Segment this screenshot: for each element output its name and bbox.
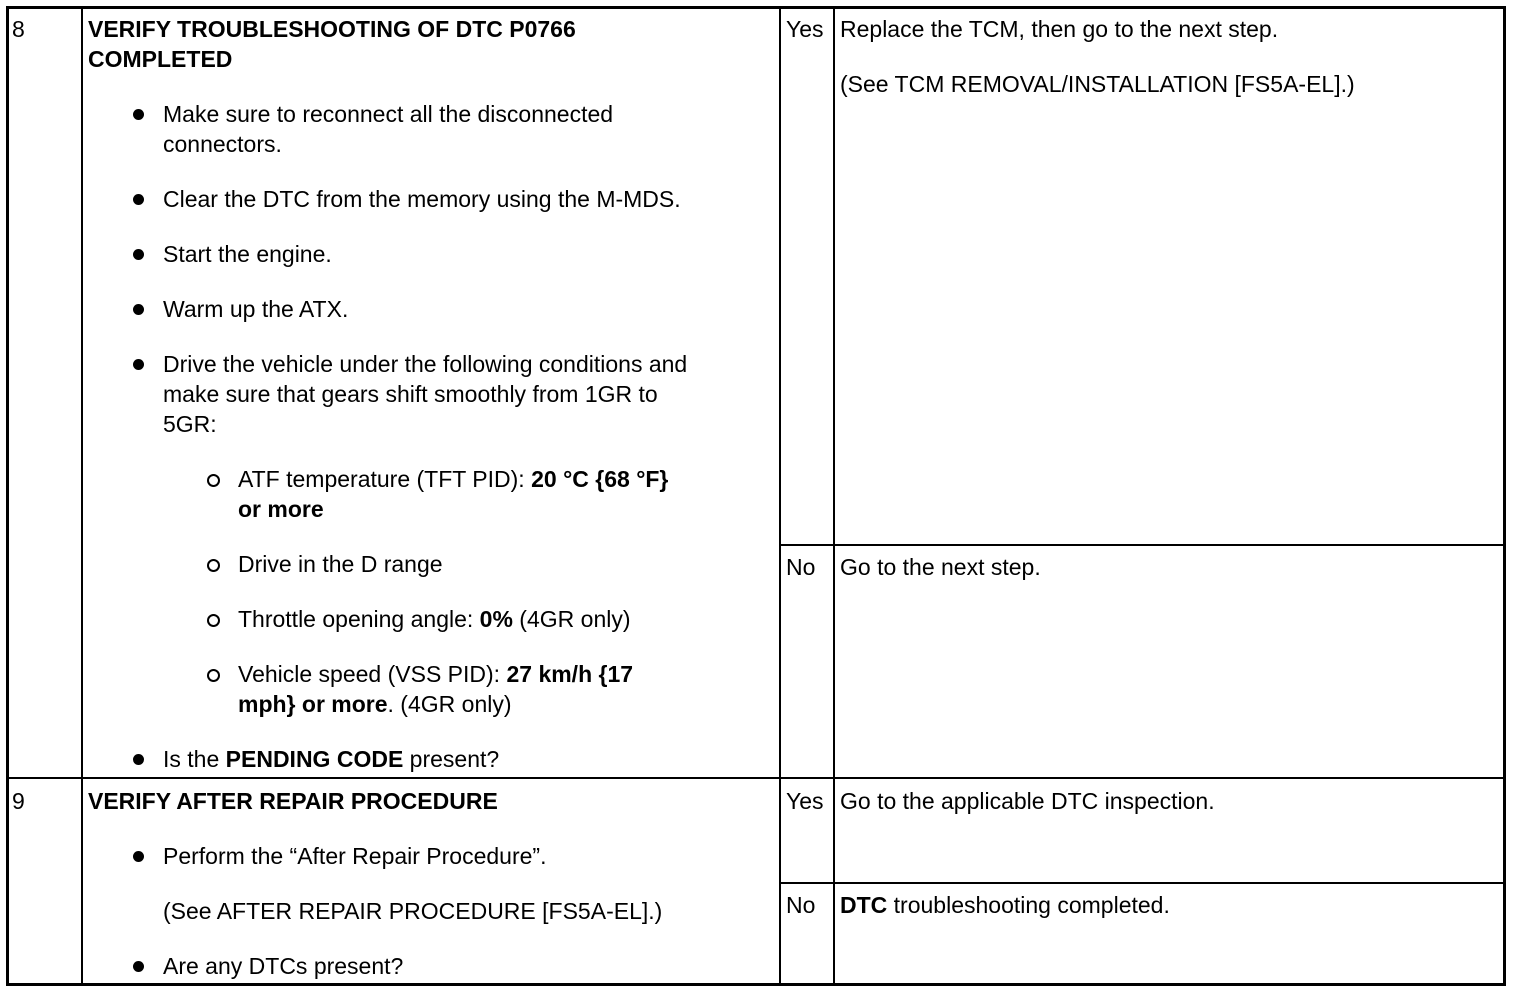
bullet-icon xyxy=(133,109,144,120)
list-item: Clear the DTC from the memory using the M-MDS. xyxy=(163,186,681,212)
condition-item: mph} or more. (4GR only) xyxy=(238,691,512,717)
step-number: 8 xyxy=(12,16,25,42)
no-label: No xyxy=(786,892,816,918)
list-item: Start the engine. xyxy=(163,241,332,267)
step-title: VERIFY TROUBLESHOOTING OF DTC P0766 xyxy=(88,16,576,42)
question: Is the PENDING CODE present? xyxy=(163,746,500,772)
condition-item: Throttle opening angle: 0% (4GR only) xyxy=(238,606,631,632)
sub-bullet-icon xyxy=(207,559,220,572)
condition-item: Drive in the D range xyxy=(238,551,443,577)
yes-no-divider xyxy=(779,544,1504,546)
reference-note: (See AFTER REPAIR PROCEDURE [FS5A-EL].) xyxy=(163,898,663,924)
condition-item: ATF temperature (TFT PID): 20 °C {68 °F} xyxy=(238,466,669,492)
yes-note: (See TCM REMOVAL/INSTALLATION [FS5A-EL].) xyxy=(840,71,1355,97)
no-label: No xyxy=(786,554,816,580)
yes-no-divider xyxy=(779,882,1504,884)
list-item: connectors. xyxy=(163,131,282,157)
yes-label: Yes xyxy=(786,16,824,42)
bullet-icon xyxy=(133,249,144,260)
no-action: Go to the next step. xyxy=(840,554,1041,580)
list-item: Drive the vehicle under the following conditions and xyxy=(163,351,688,377)
step-title: COMPLETED xyxy=(88,46,233,72)
question: Are any DTCs present? xyxy=(163,953,404,979)
list-item: make sure that gears shift smoothly from 1GR to xyxy=(163,381,658,407)
sub-bullet-icon xyxy=(207,614,220,627)
column-divider xyxy=(833,8,835,984)
step-divider xyxy=(8,777,1504,779)
condition-item: or more xyxy=(238,496,324,522)
sub-bullet-icon xyxy=(207,669,220,682)
list-item: 5GR: xyxy=(163,411,217,437)
yes-action: Go to the applicable DTC inspection. xyxy=(840,788,1215,814)
list-item: Make sure to reconnect all the disconnected xyxy=(163,101,614,127)
sub-bullet-icon xyxy=(207,474,220,487)
bullet-icon xyxy=(133,961,144,972)
no-action: DTC troubleshooting completed. xyxy=(840,892,1170,918)
bullet-icon xyxy=(133,194,144,205)
bullet-icon xyxy=(133,754,144,765)
list-item: Warm up the ATX. xyxy=(163,296,349,322)
bullet-icon xyxy=(133,359,144,370)
yes-action: Replace the TCM, then go to the next step. xyxy=(840,16,1279,42)
bullet-icon xyxy=(133,851,144,862)
bullet-icon xyxy=(133,304,144,315)
step-number: 9 xyxy=(12,788,25,814)
column-divider xyxy=(81,8,83,984)
step-title: VERIFY AFTER REPAIR PROCEDURE xyxy=(88,788,498,814)
column-divider xyxy=(779,8,781,984)
yes-label: Yes xyxy=(786,788,824,814)
list-item: Perform the “After Repair Procedure”. xyxy=(163,843,547,869)
condition-item: Vehicle speed (VSS PID): 27 km/h {17 xyxy=(238,661,634,687)
